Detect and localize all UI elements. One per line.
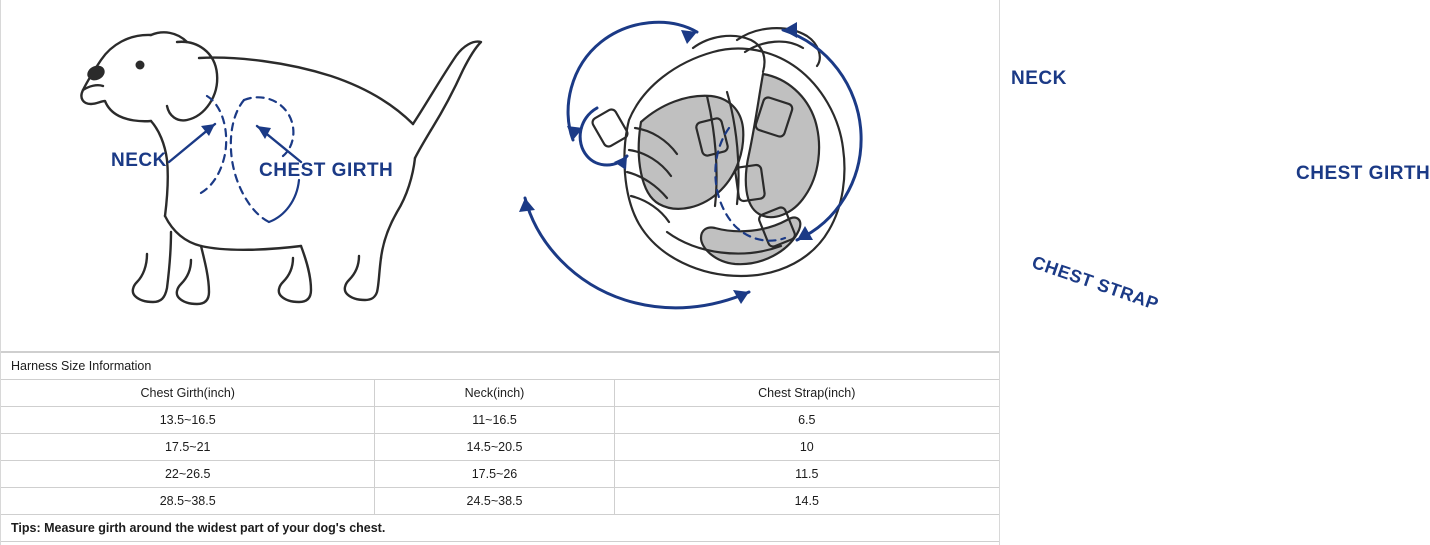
table-tips-row — [1, 515, 999, 542]
column-header-chest-girth: Chest Girth(inch) — [1, 380, 375, 407]
table-title: Harness Size Information — [1, 353, 999, 380]
cell-chest-strap: 11.5 — [614, 461, 999, 488]
cell-neck: 24.5~38.5 — [375, 488, 614, 515]
label-chest-strap: CHEST STRAP — [1029, 252, 1162, 315]
table-row — [1, 434, 999, 461]
dog-side-view-svg — [1, 0, 501, 352]
harness-illustration — [501, 0, 1430, 352]
table-header-row — [1, 380, 999, 407]
cell-chest-strap: 10 — [614, 434, 999, 461]
label-neck-left: NECK — [111, 150, 167, 171]
label-chest-girth-left: CHEST GIRTH — [259, 160, 394, 181]
harness-size-table — [1, 352, 999, 542]
label-chest-girth-right: CHEST GIRTH — [1296, 163, 1430, 184]
cell-chest-girth: 13.5~16.5 — [1, 407, 375, 434]
table-title-row — [1, 353, 999, 380]
harness-front-view-svg — [501, 0, 1001, 352]
dog-illustration — [1, 0, 501, 352]
column-header-neck: Neck(inch) — [375, 380, 614, 407]
cell-neck: 17.5~26 — [375, 461, 614, 488]
table-row — [1, 407, 999, 434]
size-table-wrap — [1, 352, 999, 542]
cell-chest-strap: 14.5 — [614, 488, 999, 515]
diagram-area — [1, 0, 1430, 352]
label-neck-right: NECK — [1011, 68, 1067, 89]
cell-chest-girth: 17.5~21 — [1, 434, 375, 461]
tips-text: Tips: Measure girth around the widest part of your dog's chest. — [1, 515, 999, 542]
table-row — [1, 461, 999, 488]
cell-chest-girth: 28.5~38.5 — [1, 488, 375, 515]
cell-chest-girth: 22~26.5 — [1, 461, 375, 488]
cell-chest-strap: 6.5 — [614, 407, 999, 434]
table-row — [1, 488, 999, 515]
column-header-chest-strap: Chest Strap(inch) — [614, 380, 999, 407]
cell-neck: 14.5~20.5 — [375, 434, 614, 461]
cell-neck: 11~16.5 — [375, 407, 614, 434]
